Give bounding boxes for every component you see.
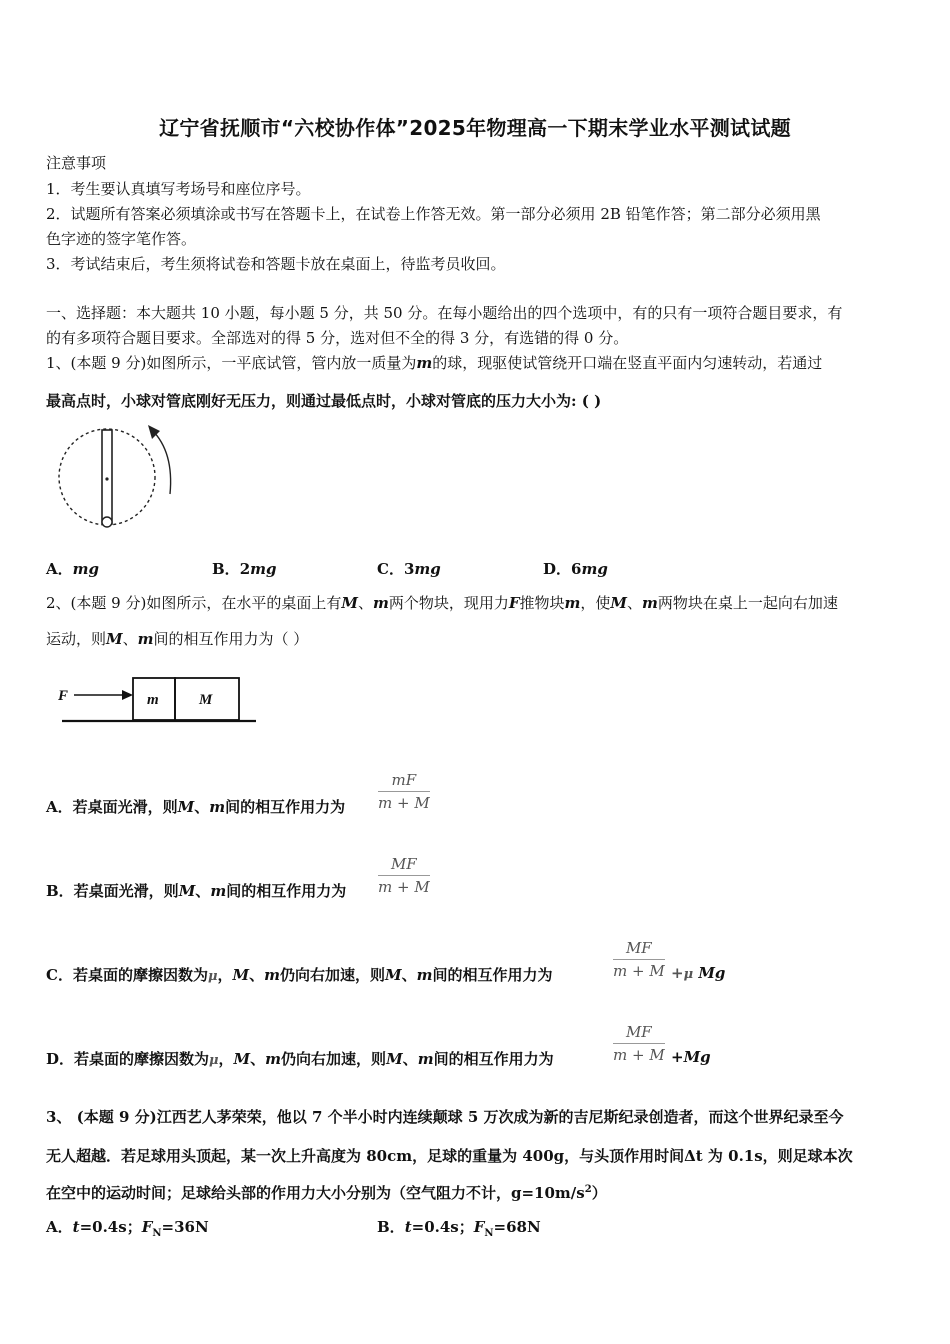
q2-option-a-fraction: $\frac{mF}{m + M}$ bbox=[378, 771, 430, 812]
q1-option-d[interactable]: D．6mg bbox=[543, 560, 608, 578]
section-intro-line1: 一、选择题：本大题共 10 小题，每小题 5 分，共 50 分。在每小题给出的四个选项中，有的只有一项符合题目要求，有 bbox=[46, 304, 843, 322]
q3-line1: 3、 (本题 9 分)江西艺人茅荣荣，他以 7 个半小时内连续颠球 5 万次成为新的吉尼斯纪录创造者，而这个世界纪录至今 bbox=[46, 1108, 844, 1126]
notice-item-1: 1．考生要认真填写考场号和座位序号。 bbox=[46, 180, 311, 198]
q2-line1: 2、(本题 9 分)如图所示，在水平的桌面上有M、m两个物块，现用力F推物块m，使M、m两物块在桌上一起向右加速 bbox=[46, 594, 838, 612]
q1-option-c[interactable]: C．3mg bbox=[377, 560, 441, 578]
q2-option-c[interactable]: C．若桌面的摩擦因数为μ，M、m仍向右加速，则M、m间的相互作用力为 bbox=[46, 966, 553, 984]
q2-option-b[interactable]: B．若桌面光滑，则M、m间的相互作用力为 bbox=[46, 882, 347, 900]
q3-line2: 无人超越．若足球用头顶起，某一次上升高度为 80cm，足球的重量为 400g，与头顶作用时间Δt 为 0.1s，则足球本次 bbox=[46, 1147, 853, 1165]
notice-heading: 注意事项 bbox=[46, 154, 107, 172]
q2-option-d-tail: +Mg bbox=[671, 1048, 711, 1066]
force-label: F bbox=[58, 688, 69, 704]
q2-line2: 运动，则M、m间的相互作用力为（ ） bbox=[46, 630, 309, 648]
q2-option-b-fraction: $\frac{MF}{m + M}$ bbox=[378, 855, 430, 896]
q2-option-c-tail: +μ Mg bbox=[671, 964, 726, 982]
q3-option-b[interactable]: B．t=0.4s；$F_N=68N$ bbox=[377, 1218, 541, 1239]
force-arrowhead bbox=[122, 690, 133, 700]
q1-option-a[interactable]: A．mg bbox=[46, 560, 100, 578]
block-M-label: M bbox=[199, 692, 213, 708]
q1-option-b[interactable]: B．2mg bbox=[212, 560, 277, 578]
block-m-label: m bbox=[147, 692, 159, 708]
notice-item-3: 3．考试结束后，考生须将试卷和答题卡放在桌面上，待监考员收回。 bbox=[46, 255, 506, 273]
notice-item-2: 2．试题所有答案必须填涂或书写在答题卡上，在试卷上作答无效。第一部分必须用 2B 铅笔作答；第二部分必须用黑 bbox=[46, 205, 821, 223]
q3-option-a[interactable]: A．t=0.4s；$F_N=36N$ bbox=[46, 1218, 209, 1239]
q2-option-c-fraction: $\frac{MF}{m + M}$ bbox=[613, 939, 665, 980]
section-intro-line2: 的有多项符合题目要求。全部选对的得 5 分，选对但不全的得 3 分，有选错的得 0 分。 bbox=[46, 329, 629, 347]
q1-line1: 1、(本题 9 分)如图所示，一平底试管，管内放一质量为m的球，现驱使试管绕开口端在竖直平面内匀速转动，若通过 bbox=[46, 354, 823, 372]
rotation-circle bbox=[59, 429, 155, 525]
q1-figure bbox=[52, 422, 182, 532]
tube-bottom-ball bbox=[102, 517, 112, 527]
test-tube bbox=[102, 430, 112, 524]
ball-center-dot bbox=[105, 477, 108, 480]
page-title: 辽宁省抚顺市“六校协作体”2025年物理高一下期末学业水平测试试题 bbox=[159, 116, 791, 140]
q2-figure bbox=[54, 672, 264, 732]
notice-item-2-cont: 色字迹的签字笔作答。 bbox=[46, 230, 197, 248]
q3-line3: 在空中的运动时间；足球给头部的作用力大小分别为（空气阻力不计，$g=10m/s^2$） bbox=[46, 1184, 607, 1202]
q2-option-d-fraction: $\frac{MF}{m + M}$ bbox=[613, 1023, 665, 1064]
q2-option-d[interactable]: D．若桌面的摩擦因数为μ，M、m仍向右加速，则M、m间的相互作用力为 bbox=[46, 1050, 554, 1068]
q1-line2: 最高点时，小球对管底刚好无压力，则通过最低点时，小球对管底的压力大小为: ( ) bbox=[46, 392, 602, 410]
q2-option-a[interactable]: A．若桌面光滑，则M、m间的相互作用力为 bbox=[46, 798, 346, 816]
